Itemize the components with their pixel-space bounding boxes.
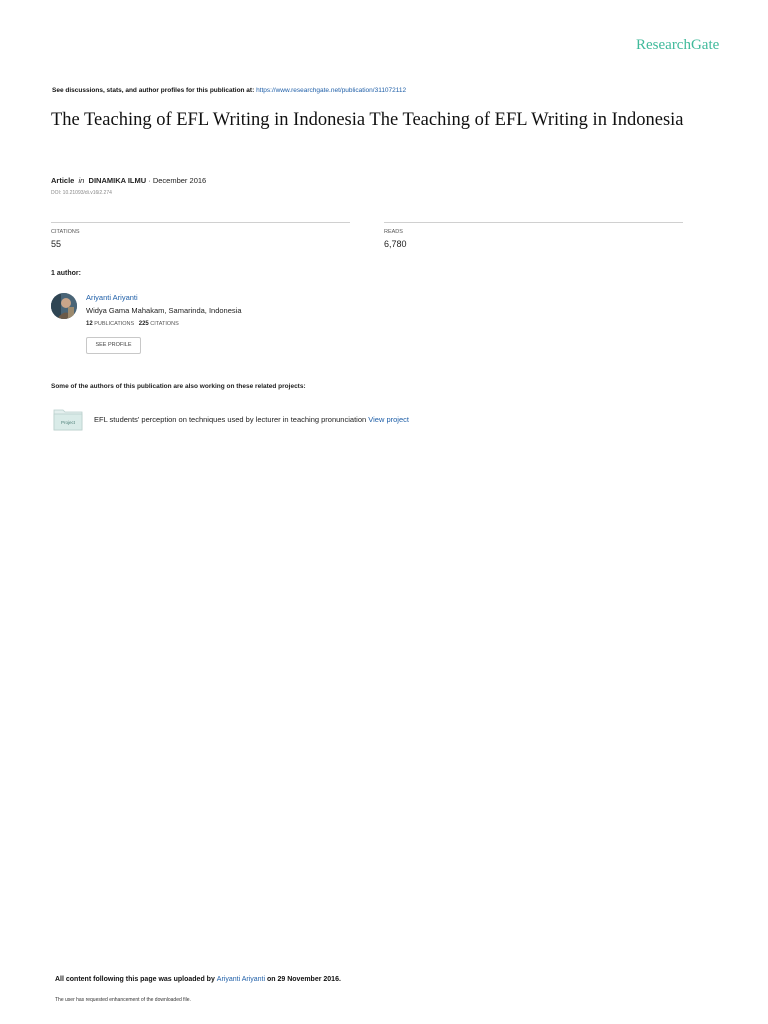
author-citations-count: 225: [138, 321, 149, 327]
author-citations-label: CITATIONS: [148, 321, 179, 327]
researchgate-logo[interactable]: ResearchGate: [636, 37, 720, 53]
folder-icon: [53, 407, 83, 431]
view-project-link[interactable]: View project: [368, 415, 409, 424]
author-institution: Widya Gama Mahakam, Samarinda, Indonesia: [86, 306, 242, 315]
related-projects-heading: Some of the authors of this publication are also working on these related projects:: [51, 383, 306, 390]
upload-prefix: All content following this page was uploaded by: [55, 976, 217, 983]
author-counts: [86, 321, 179, 327]
enhancement-note: The user has requested enhancement of the downloaded file.: [55, 997, 191, 1003]
meta-in: in: [78, 176, 85, 185]
publication-meta: [51, 176, 206, 185]
discussion-line: [52, 87, 406, 94]
avatar-photo-icon: [51, 293, 77, 319]
see-profile-button[interactable]: SEE PROFILE: [86, 337, 141, 354]
divider-citations: [51, 222, 350, 223]
author-name-link[interactable]: Ariyanti Ariyanti: [86, 293, 138, 302]
authors-heading: 1 author:: [51, 270, 81, 277]
reads-value: 6,780: [384, 239, 407, 249]
upload-date: on 29 November 2016.: [265, 976, 341, 983]
author-avatar[interactable]: [51, 293, 77, 319]
project-icon-label: Project: [60, 420, 76, 425]
upload-notice: [55, 976, 341, 983]
project-title: EFL students' perception on techniques used by lecturer in teaching pronunciation: [94, 415, 369, 424]
divider-reads: [384, 222, 683, 223]
publications-count: 12: [86, 321, 93, 327]
uploader-link[interactable]: Ariyanti Ariyanti: [216, 976, 266, 983]
project-folder-icon: [53, 407, 83, 431]
discussion-prefix: See discussions, stats, and author profiles for this publication at:: [52, 87, 257, 94]
publication-type: Article: [51, 176, 75, 185]
publication-title: The Teaching of EFL Writing in Indonesia The Teaching of EFL Writing in Indonesia: [51, 110, 684, 130]
citations-label: CITATIONS: [51, 229, 80, 235]
related-project: [94, 415, 409, 424]
reads-label: READS: [384, 229, 403, 235]
publications-label: PUBLICATIONS: [92, 321, 135, 327]
citations-value: 55: [51, 239, 62, 249]
publication-date: · December 2016: [146, 176, 207, 185]
journal-name: DINAMIKA ILMU: [88, 176, 147, 185]
publication-url-link[interactable]: https://www.researchgate.net/publication/311072112: [256, 87, 407, 94]
doi: DOI: 10.21093/di.v16i2.274: [51, 190, 112, 196]
